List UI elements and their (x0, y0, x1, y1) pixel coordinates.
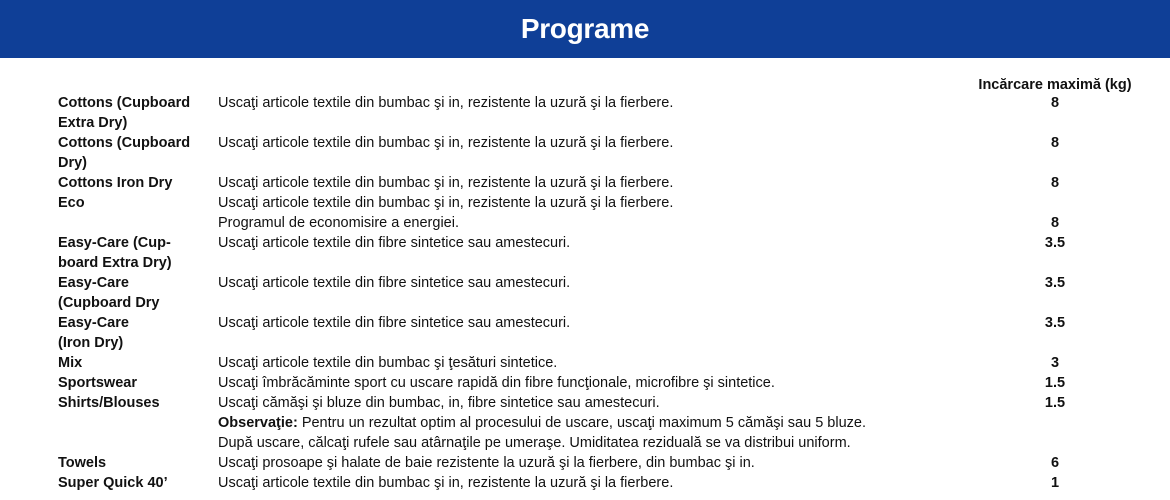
program-name (58, 373, 218, 393)
program-name-line: (Iron Dry) (58, 335, 124, 351)
program-name-line: board Extra Dry) (58, 255, 172, 271)
program-name (58, 453, 218, 473)
program-name-line: Easy-Care (58, 315, 129, 331)
description-line: Uscaţi articole textile din fibre sintetice sau amestecuri. (218, 235, 571, 251)
program-row (58, 353, 1158, 373)
program-row (58, 453, 1158, 473)
program-row (58, 273, 1158, 313)
program-name (58, 93, 218, 133)
program-row (58, 393, 1158, 453)
program-name (58, 233, 218, 273)
program-row (58, 233, 1158, 273)
page-header (0, 0, 1170, 58)
program-name-line: (Cupboard Dry (58, 295, 160, 311)
program-description (218, 233, 955, 253)
program-row (58, 313, 1158, 353)
program-name-line: Super Quick 40’ (58, 475, 168, 491)
program-row (58, 173, 1158, 193)
program-name-line: Cottons (Cupboard (58, 135, 191, 151)
programs-table (0, 58, 1170, 500)
program-rows (58, 93, 1158, 493)
description-line: Uscaţi articole textile din bumbac şi ţesături sintetice. (218, 355, 558, 371)
page-title: Programe (520, 13, 650, 44)
program-name (58, 133, 218, 173)
max-load-column-header: Incărcare maximă (kg) (978, 77, 1132, 93)
note-line (218, 413, 955, 433)
description-line: Uscaţi cămăşi şi bluze din bumbac, in, fibre sintetice sau amestecuri. (218, 395, 660, 411)
program-description (218, 173, 955, 193)
description-line: Uscaţi îmbrăcăminte sport cu uscare rapidă din fibre funcţionale, microfibre şi sintetice. (218, 375, 775, 391)
program-load: 3.5 (1044, 235, 1066, 251)
program-name-line: Towels (58, 455, 107, 471)
program-name (58, 173, 218, 193)
program-name-line: Dry) (58, 155, 88, 171)
program-description (218, 393, 955, 453)
program-name (58, 313, 218, 353)
program-description (218, 193, 955, 233)
program-name (58, 393, 218, 413)
program-load: 3.5 (1044, 315, 1066, 331)
program-load: 6 (1050, 455, 1060, 471)
program-row (58, 373, 1158, 393)
program-row (58, 133, 1158, 173)
program-name-line: Cottons Iron Dry (58, 175, 173, 191)
program-load: 8 (1050, 95, 1060, 111)
program-description (218, 473, 955, 493)
program-name (58, 273, 218, 313)
program-load: 8 (1050, 135, 1060, 151)
program-name-line: Eco (58, 195, 85, 211)
program-name (58, 473, 218, 493)
program-name-line: Cottons (Cupboard (58, 95, 191, 111)
program-description (218, 453, 955, 473)
program-row (58, 473, 1158, 493)
description-line: Uscaţi articole textile din bumbac şi in, rezistente la uzură şi la fierbere. (218, 175, 674, 191)
program-name-line: Shirts/Blouses (58, 395, 160, 411)
description-line: Uscaţi articole textile din bumbac şi in, rezistente la uzură şi la fierbere. (218, 95, 674, 111)
note-line: După uscare, călcaţi rufele sau atârnaţile pe umeraşe. Umiditatea reziduală se va distribui uniform. (218, 435, 851, 451)
note-text: Pentru un rezultat optim al procesului de uscare, uscaţi maximum 5 cămăşi sau 5 bluze. (297, 415, 866, 431)
program-name-line: Mix (58, 355, 83, 371)
program-description (218, 353, 955, 373)
description-line: Uscaţi articole textile din bumbac şi in, rezistente la uzură şi la fierbere. (218, 135, 674, 151)
program-name-line: Easy-Care (58, 275, 129, 291)
program-description (218, 93, 955, 113)
description-line: Uscaţi articole textile din fibre sintetice sau amestecuri. (218, 275, 571, 291)
program-name-line: Easy-Care (Cup- (58, 235, 171, 251)
program-row (58, 193, 1158, 233)
program-description (218, 373, 955, 393)
description-line: Uscaţi prosoape şi halate de baie rezistente la uzură şi la fierbere, din bumbac şi in. (218, 455, 755, 471)
program-load: 1 (1050, 475, 1060, 491)
program-row (58, 93, 1158, 133)
program-load: 8 (1050, 175, 1060, 191)
note-label: Observaţie: (218, 415, 298, 431)
program-name-line: Extra Dry) (58, 115, 128, 131)
program-name (58, 353, 218, 373)
description-line: Uscaţi articole textile din fibre sintetice sau amestecuri. (218, 315, 571, 331)
program-name (58, 193, 218, 213)
program-load: 1.5 (1044, 395, 1066, 411)
program-description (218, 273, 955, 293)
program-name-line: Sportswear (58, 375, 137, 391)
program-load: 3.5 (1044, 275, 1066, 291)
description-line: Uscaţi articole textile din bumbac şi in, rezistente la uzură şi la fierbere. (218, 195, 674, 211)
program-load: 3 (1050, 355, 1060, 371)
description-line: Uscaţi articole textile din bumbac şi in, rezistente la uzură şi la fierbere. (218, 475, 674, 491)
program-load: 8 (1050, 215, 1060, 231)
program-load: 1.5 (1044, 375, 1066, 391)
description-line: Programul de economisire a energiei. (218, 215, 459, 231)
program-description (218, 313, 955, 333)
program-description (218, 133, 955, 153)
